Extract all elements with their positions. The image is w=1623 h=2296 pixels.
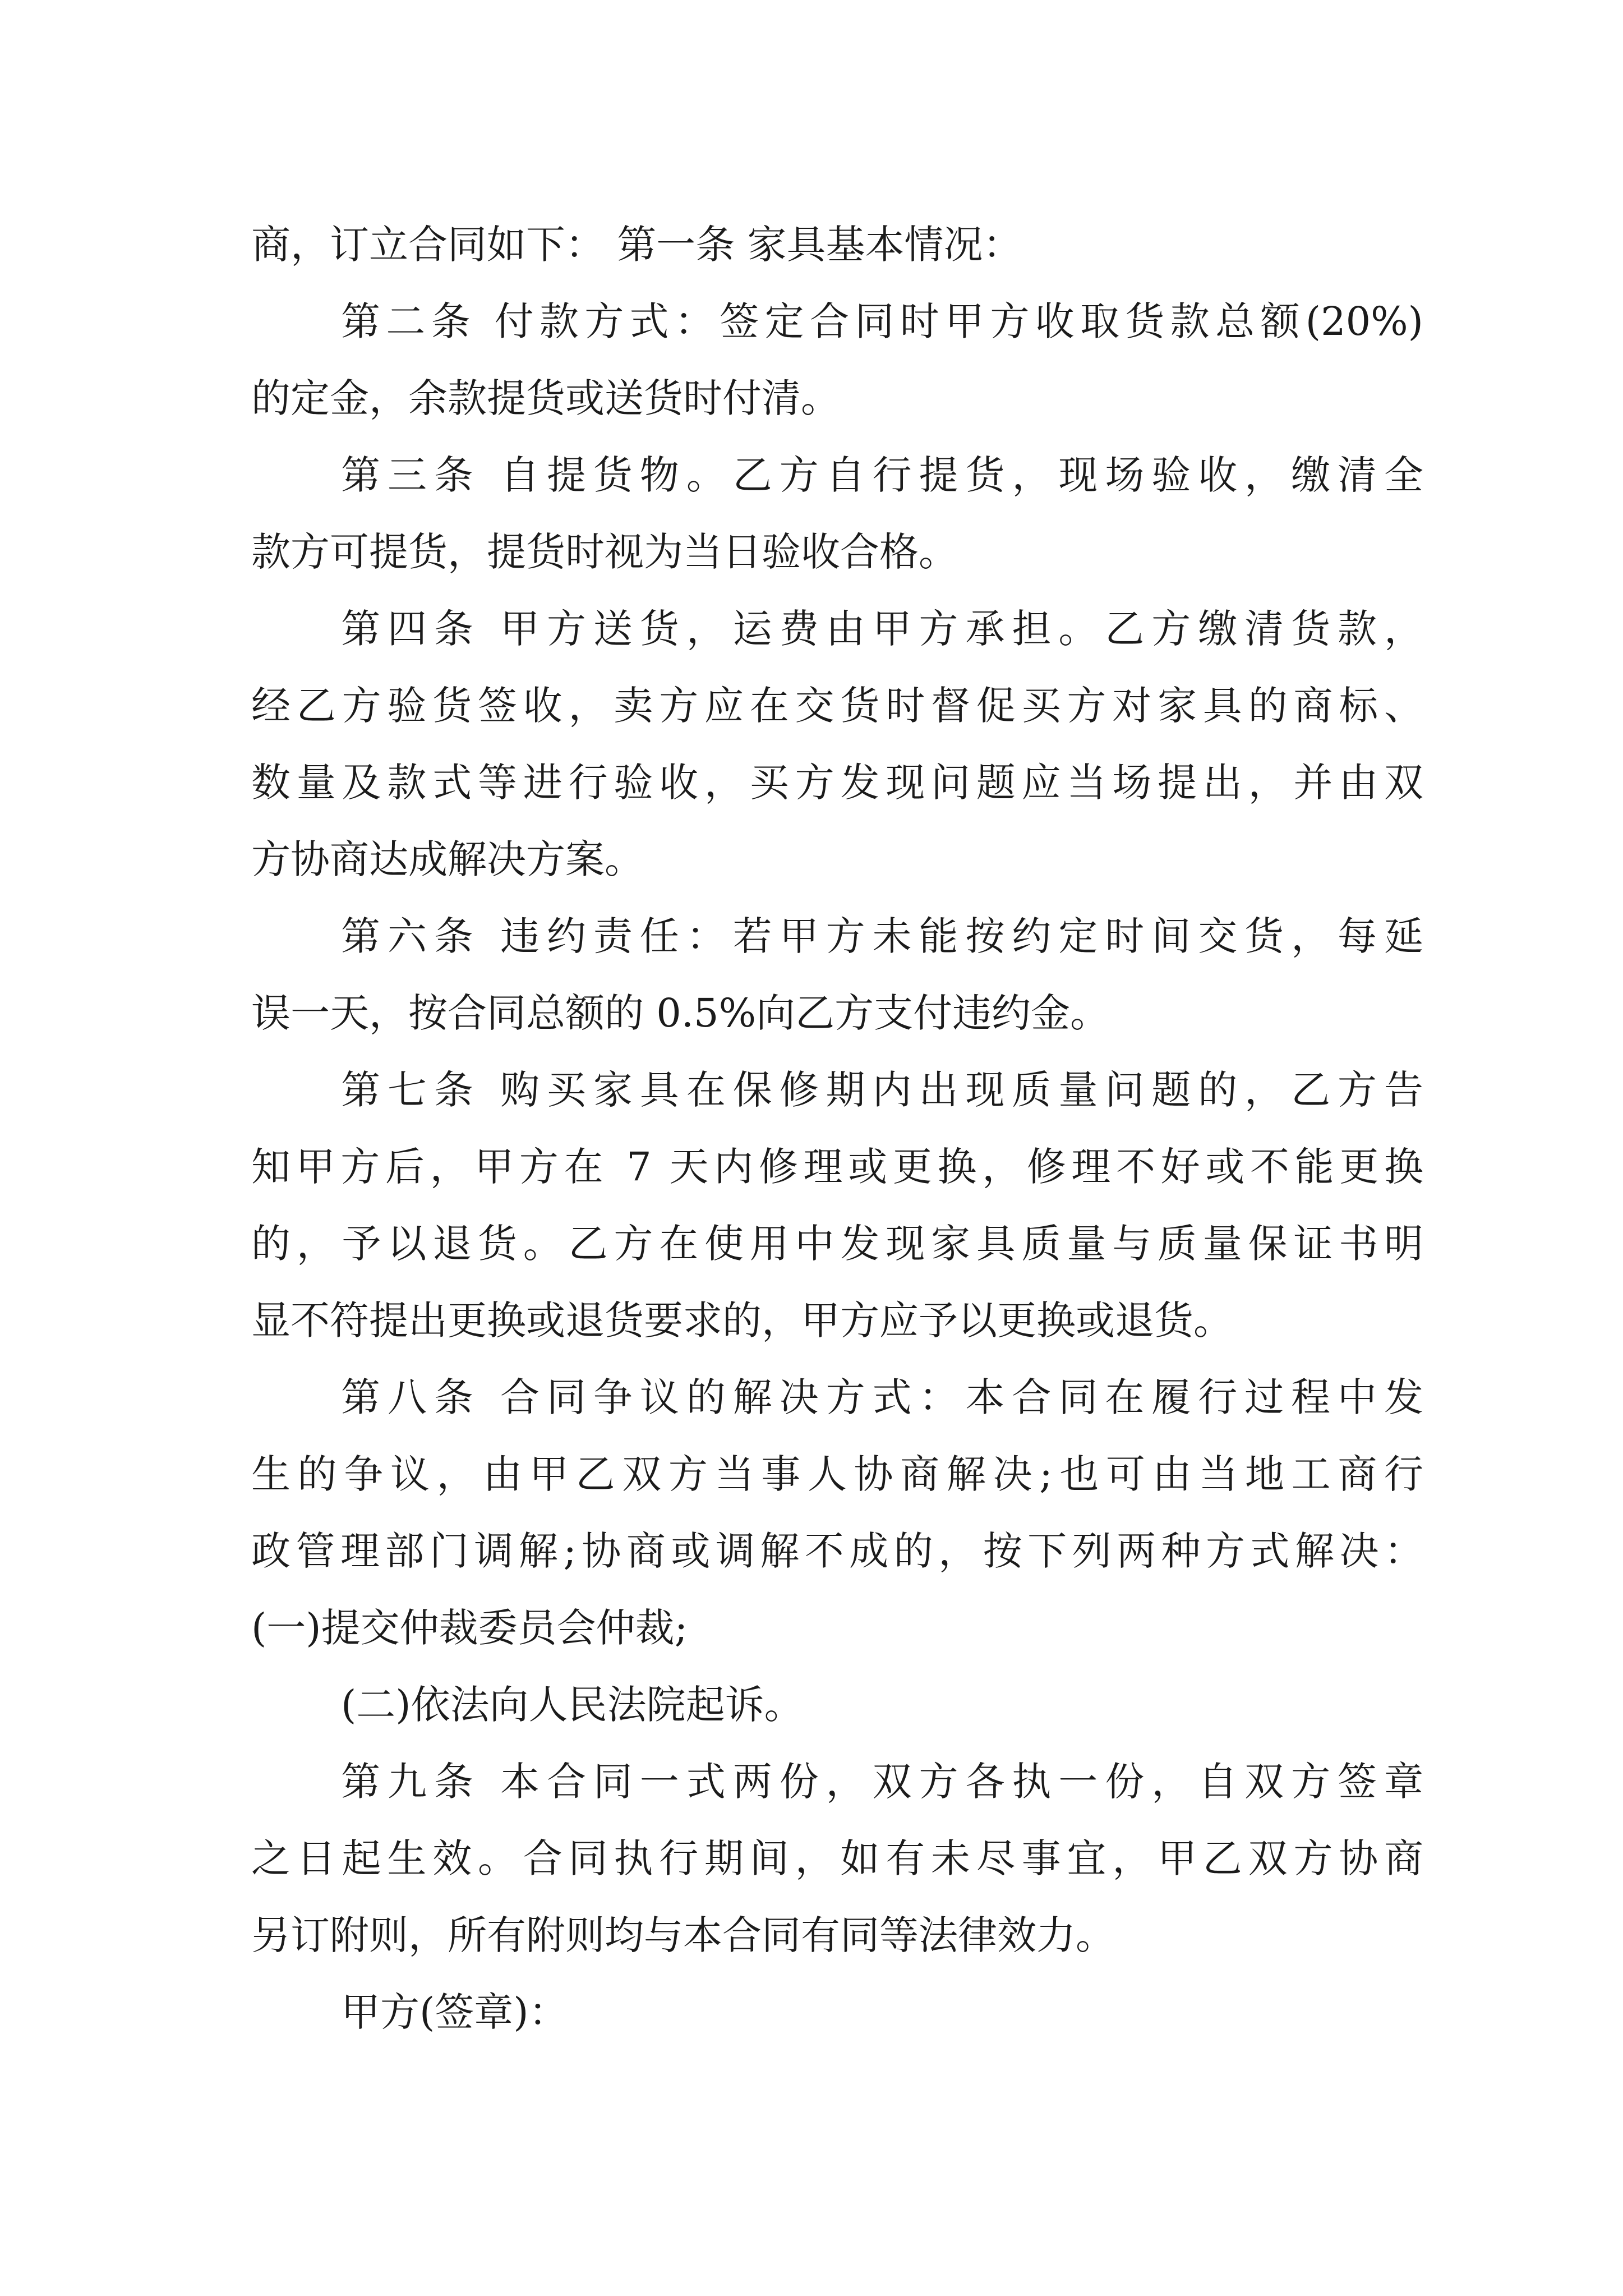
text-line: 第九条 本合同一式两份，双方各执一份，自双方签章 [341,1759,1423,1805]
contract-body [251,206,1423,2051]
text-line: (一)提交仲裁委员会仲裁; [251,1605,688,1651]
text-line: 第七条 购买家具在保修期内出现质量问题的，乙方告 [341,1067,1423,1113]
text-line: 第二条 付款方式：签定合同时甲方收取货款总额(20%) [341,298,1423,344]
signature-label: 甲方(签章)： [341,1989,568,2035]
text-line: 显不符提出更换或退货要求的，甲方应予以更换或退货。 [251,1297,1233,1343]
text-line: 商，订立合同如下： 第一条 家具基本情况： [251,222,1022,268]
text-line: 的定金，余款提货或送货时付清。 [251,375,840,421]
text-line: 数量及款式等进行验收，买方发现问题应当场提出，并由双 [251,760,1423,806]
text-line: 经乙方验货签收，卖方应在交货时督促买方对家具的商标、 [251,683,1423,729]
text-line: 另订附则，所有附则均与本合同有同等法律效力。 [251,1912,1115,1958]
text-line: 第六条 违约责任：若甲方未能按约定时间交货，每延 [341,913,1423,959]
text-line: (二)依法向人民法院起诉。 [341,1682,804,1728]
text-line: 生的争议，由甲乙双方当事人协商解决;也可由当地工商行 [251,1451,1423,1497]
text-line: 第八条 合同争议的解决方式：本合同在履行过程中发 [341,1374,1423,1420]
text-line: 之日起生效。合同执行期间，如有未尽事宜，甲乙双方协商 [251,1835,1423,1881]
text-line: 第三条 自提货物。乙方自行提货，现场验收，缴清全 [341,452,1423,498]
text-line: 第四条 甲方送货，运费由甲方承担。乙方缴清货款， [341,606,1423,652]
text-line: 知甲方后，甲方在 7 天内修理或更换，修理不好或不能更换 [251,1144,1423,1190]
text-line: 的，予以退货。乙方在使用中发现家具质量与质量保证书明 [251,1221,1423,1267]
text-line: 误一天，按合同总额的 0.5%向乙方支付违约金。 [251,990,1110,1036]
text-line: 款方可提货，提货时视为当日验收合格。 [251,529,958,575]
text-line: 政管理部门调解;协商或调解不成的，按下列两种方式解决： [251,1528,1423,1574]
text-line: 方协商达成解决方案。 [251,836,644,882]
